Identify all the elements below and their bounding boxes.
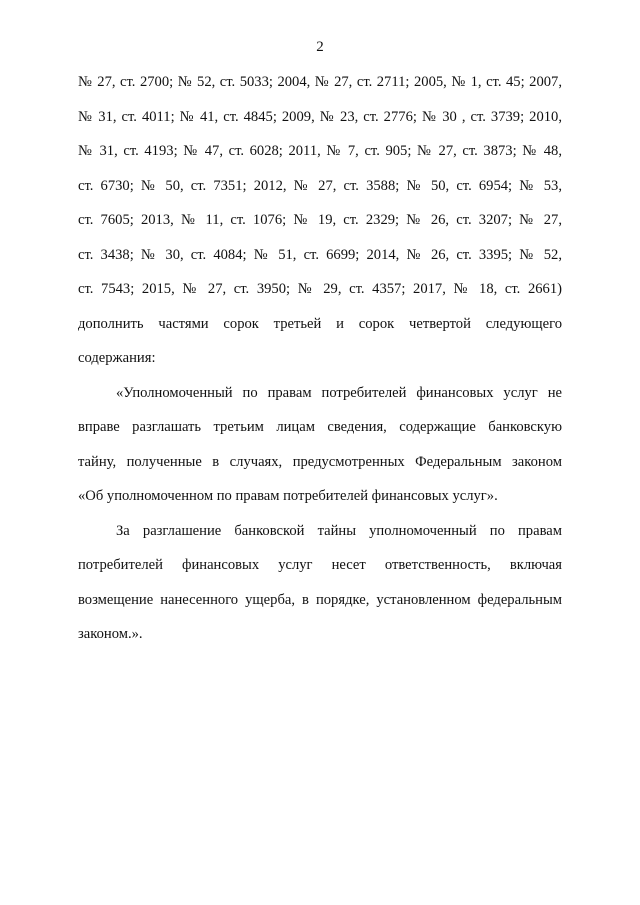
text-line: вправе разглашать третьим лицам сведения, содержащие банковскую [78,419,562,435]
text-line: № 31, ст. 4011; № 41, ст. 4845; 2009, № 23, ст. 2776; № 30 , ст. 3739; 2010, [78,108,562,125]
text-line: ст. 7543; 2015, № 27, ст. 3950; № 29, ст. 4357; 2017, № 18, ст. 2661) [78,281,562,297]
quote-first-line: «Уполномоченный по правам потребителей финансовых услуг не [116,384,562,401]
text-line: ст. 7605; 2013, № 11, ст. 1076; № 19, ст. 2329; № 26, ст. 3207; № 27, [78,212,562,228]
text-line: ст. 3438; № 30, ст. 4084; № 51, ст. 6699; 2014, № 26, ст. 3395; № 52, [78,246,562,263]
text-line: дополнить частями сорок третьей и сорок четвертой следующего [78,315,562,332]
text-line: № 27, ст. 2700; № 52, ст. 5033; 2004, № 27, ст. 2711; 2005, № 1, ст. 45; 2007, [78,74,562,90]
text-line: № 31, ст. 4193; № 47, ст. 6028; 2011, № 7, ст. 905; № 27, ст. 3873; № 48, [78,143,562,159]
paragraph-first-line: За разглашение банковской тайны уполномоченный по правам [116,522,562,539]
text-line: ст. 6730; № 50, ст. 7351; 2012, № 27, ст. 3588; № 50, ст. 6954; № 53, [78,177,562,194]
text-line: возмещение нанесенного ущерба, в порядке, установленном федеральным [78,591,562,608]
document-body [78,72,562,659]
text-line: тайну, полученные в случаях, предусмотренных Федеральным законом [78,453,562,470]
text-line: потребителей финансовых услуг несет ответственность, включая [78,557,562,573]
text-line: «Об уполномоченном по правам потребителей финансовых услуг». [78,488,498,504]
text-line: законом.». [78,626,143,642]
text-line: содержания: [78,350,156,366]
page-number: 2 [316,39,324,55]
